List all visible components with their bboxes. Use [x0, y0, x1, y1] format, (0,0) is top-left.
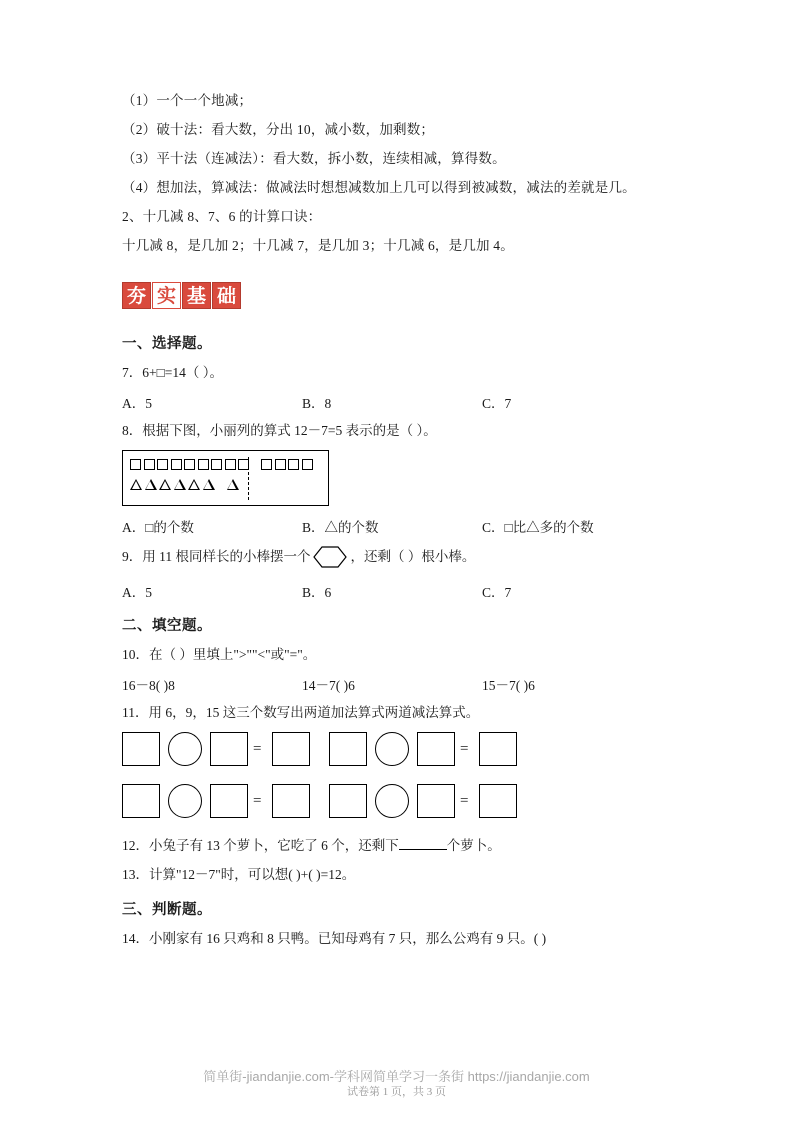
- answer-box[interactable]: [479, 732, 517, 766]
- equals-sign: =: [460, 793, 469, 809]
- question-8-options: [122, 516, 677, 535]
- answer-box[interactable]: [210, 732, 248, 766]
- answer-box[interactable]: [417, 732, 455, 766]
- square-shape: [261, 459, 272, 470]
- section-heading-fill: 二、填空题。: [122, 618, 212, 634]
- hexagon-icon: [311, 544, 351, 570]
- operator-circle[interactable]: [375, 732, 409, 766]
- answer-box[interactable]: [329, 732, 367, 766]
- question-7-option-c[interactable]: C．7: [482, 396, 512, 411]
- figure-triangle-row: [130, 479, 322, 495]
- triangle-shape: [203, 479, 215, 490]
- section-heading-choice: 一、选择题。: [122, 336, 212, 352]
- operator-circle[interactable]: [375, 784, 409, 818]
- question-12-text-after: 个萝卜。: [446, 838, 501, 853]
- question-9-text-before: 9．用 11 根同样长的小棒摆一个: [122, 549, 311, 565]
- square-shape: [171, 459, 182, 470]
- question-8-text: 8．根据下图，小丽列的算式 12－7=5 表示的是（ ）。: [122, 423, 437, 438]
- question-11-row-2: [122, 784, 677, 826]
- intro-item-1: （1）一个一个地减；: [122, 93, 253, 108]
- page-number: 试卷第 1 页，共 3 页: [347, 1086, 446, 1098]
- equals-sign: =: [460, 741, 469, 757]
- question-8-option-a[interactable]: A．□的个数: [122, 520, 194, 535]
- document-content: [122, 92, 677, 958]
- square-shape: [144, 459, 155, 470]
- triangle-shape: [145, 479, 157, 490]
- answer-box[interactable]: [210, 784, 248, 818]
- intro-item-3: （3）平十法（连减法）：看大数，拆小数，连续相减，算得数。: [122, 151, 506, 166]
- question-10-expression-1[interactable]: 16－8( )8: [122, 678, 175, 693]
- hexagon-svg: [313, 546, 347, 568]
- question-7-text: 7．6+□=14（ ）。: [122, 365, 224, 380]
- answer-box[interactable]: [122, 732, 160, 766]
- question-9-text: [122, 545, 677, 571]
- answer-box[interactable]: [417, 784, 455, 818]
- square-shape: [225, 459, 236, 470]
- triangle-shape: [130, 479, 142, 490]
- question-10-text: 10．在（ ）里填上">""<"或"="。: [122, 647, 317, 662]
- square-shape: [211, 459, 222, 470]
- equals-sign: =: [253, 741, 262, 757]
- square-shape: [184, 459, 195, 470]
- question-12-text-before: 12．小兔子有 13 个萝卜，它吃了 6 个，还剩下: [122, 838, 399, 853]
- triangle-shape: [174, 479, 186, 490]
- figure-square-row: [130, 459, 322, 475]
- question-14-text: 14．小刚家有 16 只鸡和 8 只鸭。已知母鸡有 7 只，那么公鸡有 9 只。( ): [122, 931, 547, 946]
- operator-circle[interactable]: [168, 732, 202, 766]
- figure-inner: [130, 457, 322, 500]
- intro-section-2-body: 十几减 8，是几加 2；十几减 7，是几加 3；十几减 6，是几加 4。: [122, 238, 514, 253]
- question-11-row-1: [122, 732, 677, 774]
- chapter-badge-image: [122, 282, 242, 312]
- answer-blank-underline[interactable]: [399, 836, 447, 850]
- answer-box[interactable]: [272, 732, 310, 766]
- answer-box[interactable]: [272, 784, 310, 818]
- question-10-expression-2[interactable]: 14－7( )6: [302, 678, 355, 693]
- square-shape: [275, 459, 286, 470]
- question-7-option-a[interactable]: A．5: [122, 396, 152, 411]
- question-9-option-b[interactable]: B．6: [302, 585, 332, 600]
- question-10-expression-3[interactable]: 15－7( )6: [482, 678, 535, 693]
- question-8-figure: [122, 450, 329, 506]
- triangle-shape: [227, 479, 239, 490]
- question-9-text-after: ，还剩（ ）根小棒。: [350, 549, 476, 565]
- question-9-option-a[interactable]: A．5: [122, 585, 152, 600]
- question-11-text: 11．用 6，9，15 这三个数写出两道加法算式两道减法算式。: [122, 705, 480, 720]
- square-shape: [302, 459, 313, 470]
- equals-sign: =: [253, 793, 262, 809]
- question-7-option-b[interactable]: B．8: [302, 396, 332, 411]
- square-shape: [198, 459, 209, 470]
- section-heading-judge: 三、判断题。: [122, 902, 212, 918]
- operator-circle[interactable]: [168, 784, 202, 818]
- square-shape: [288, 459, 299, 470]
- badge-char-4: 础: [212, 282, 241, 309]
- triangle-shape: [188, 479, 200, 490]
- figure-divider-dashed-line: [248, 457, 249, 500]
- square-shape: [130, 459, 141, 470]
- question-10-expressions: [122, 674, 677, 693]
- question-12-text: [122, 836, 677, 855]
- question-7-options: [122, 392, 677, 411]
- badge-char-3: 基: [182, 282, 211, 309]
- question-9-options: [122, 581, 677, 600]
- intro-item-4: （4）想加法，算减法：做减法时想想减数加上几可以得到被减数，减法的差就是几。: [122, 180, 636, 195]
- answer-box[interactable]: [329, 784, 367, 818]
- footer-watermark: 简单街-jiandanjie.com-学科网简单学习一条街 https://jiandanjie.com: [203, 1069, 590, 1084]
- intro-item-2: （2）破十法：看大数，分出 10，减小数，加剩数；: [122, 122, 435, 137]
- question-9-option-c[interactable]: C．7: [482, 585, 512, 600]
- question-8-option-c[interactable]: C．□比△多的个数: [482, 520, 594, 535]
- square-shape: [157, 459, 168, 470]
- triangle-shape: [159, 479, 171, 490]
- question-8-option-b[interactable]: B．△的个数: [302, 520, 379, 535]
- answer-box[interactable]: [122, 784, 160, 818]
- question-13-text: 13．计算"12－7"时，可以想( )+( )=12。: [122, 867, 356, 882]
- badge-char-2: 实: [152, 282, 181, 309]
- answer-box[interactable]: [479, 784, 517, 818]
- badge-char-1: 夯: [122, 282, 151, 309]
- intro-section-2-title: 2、十几减 8、7、6 的计算口诀：: [122, 209, 322, 224]
